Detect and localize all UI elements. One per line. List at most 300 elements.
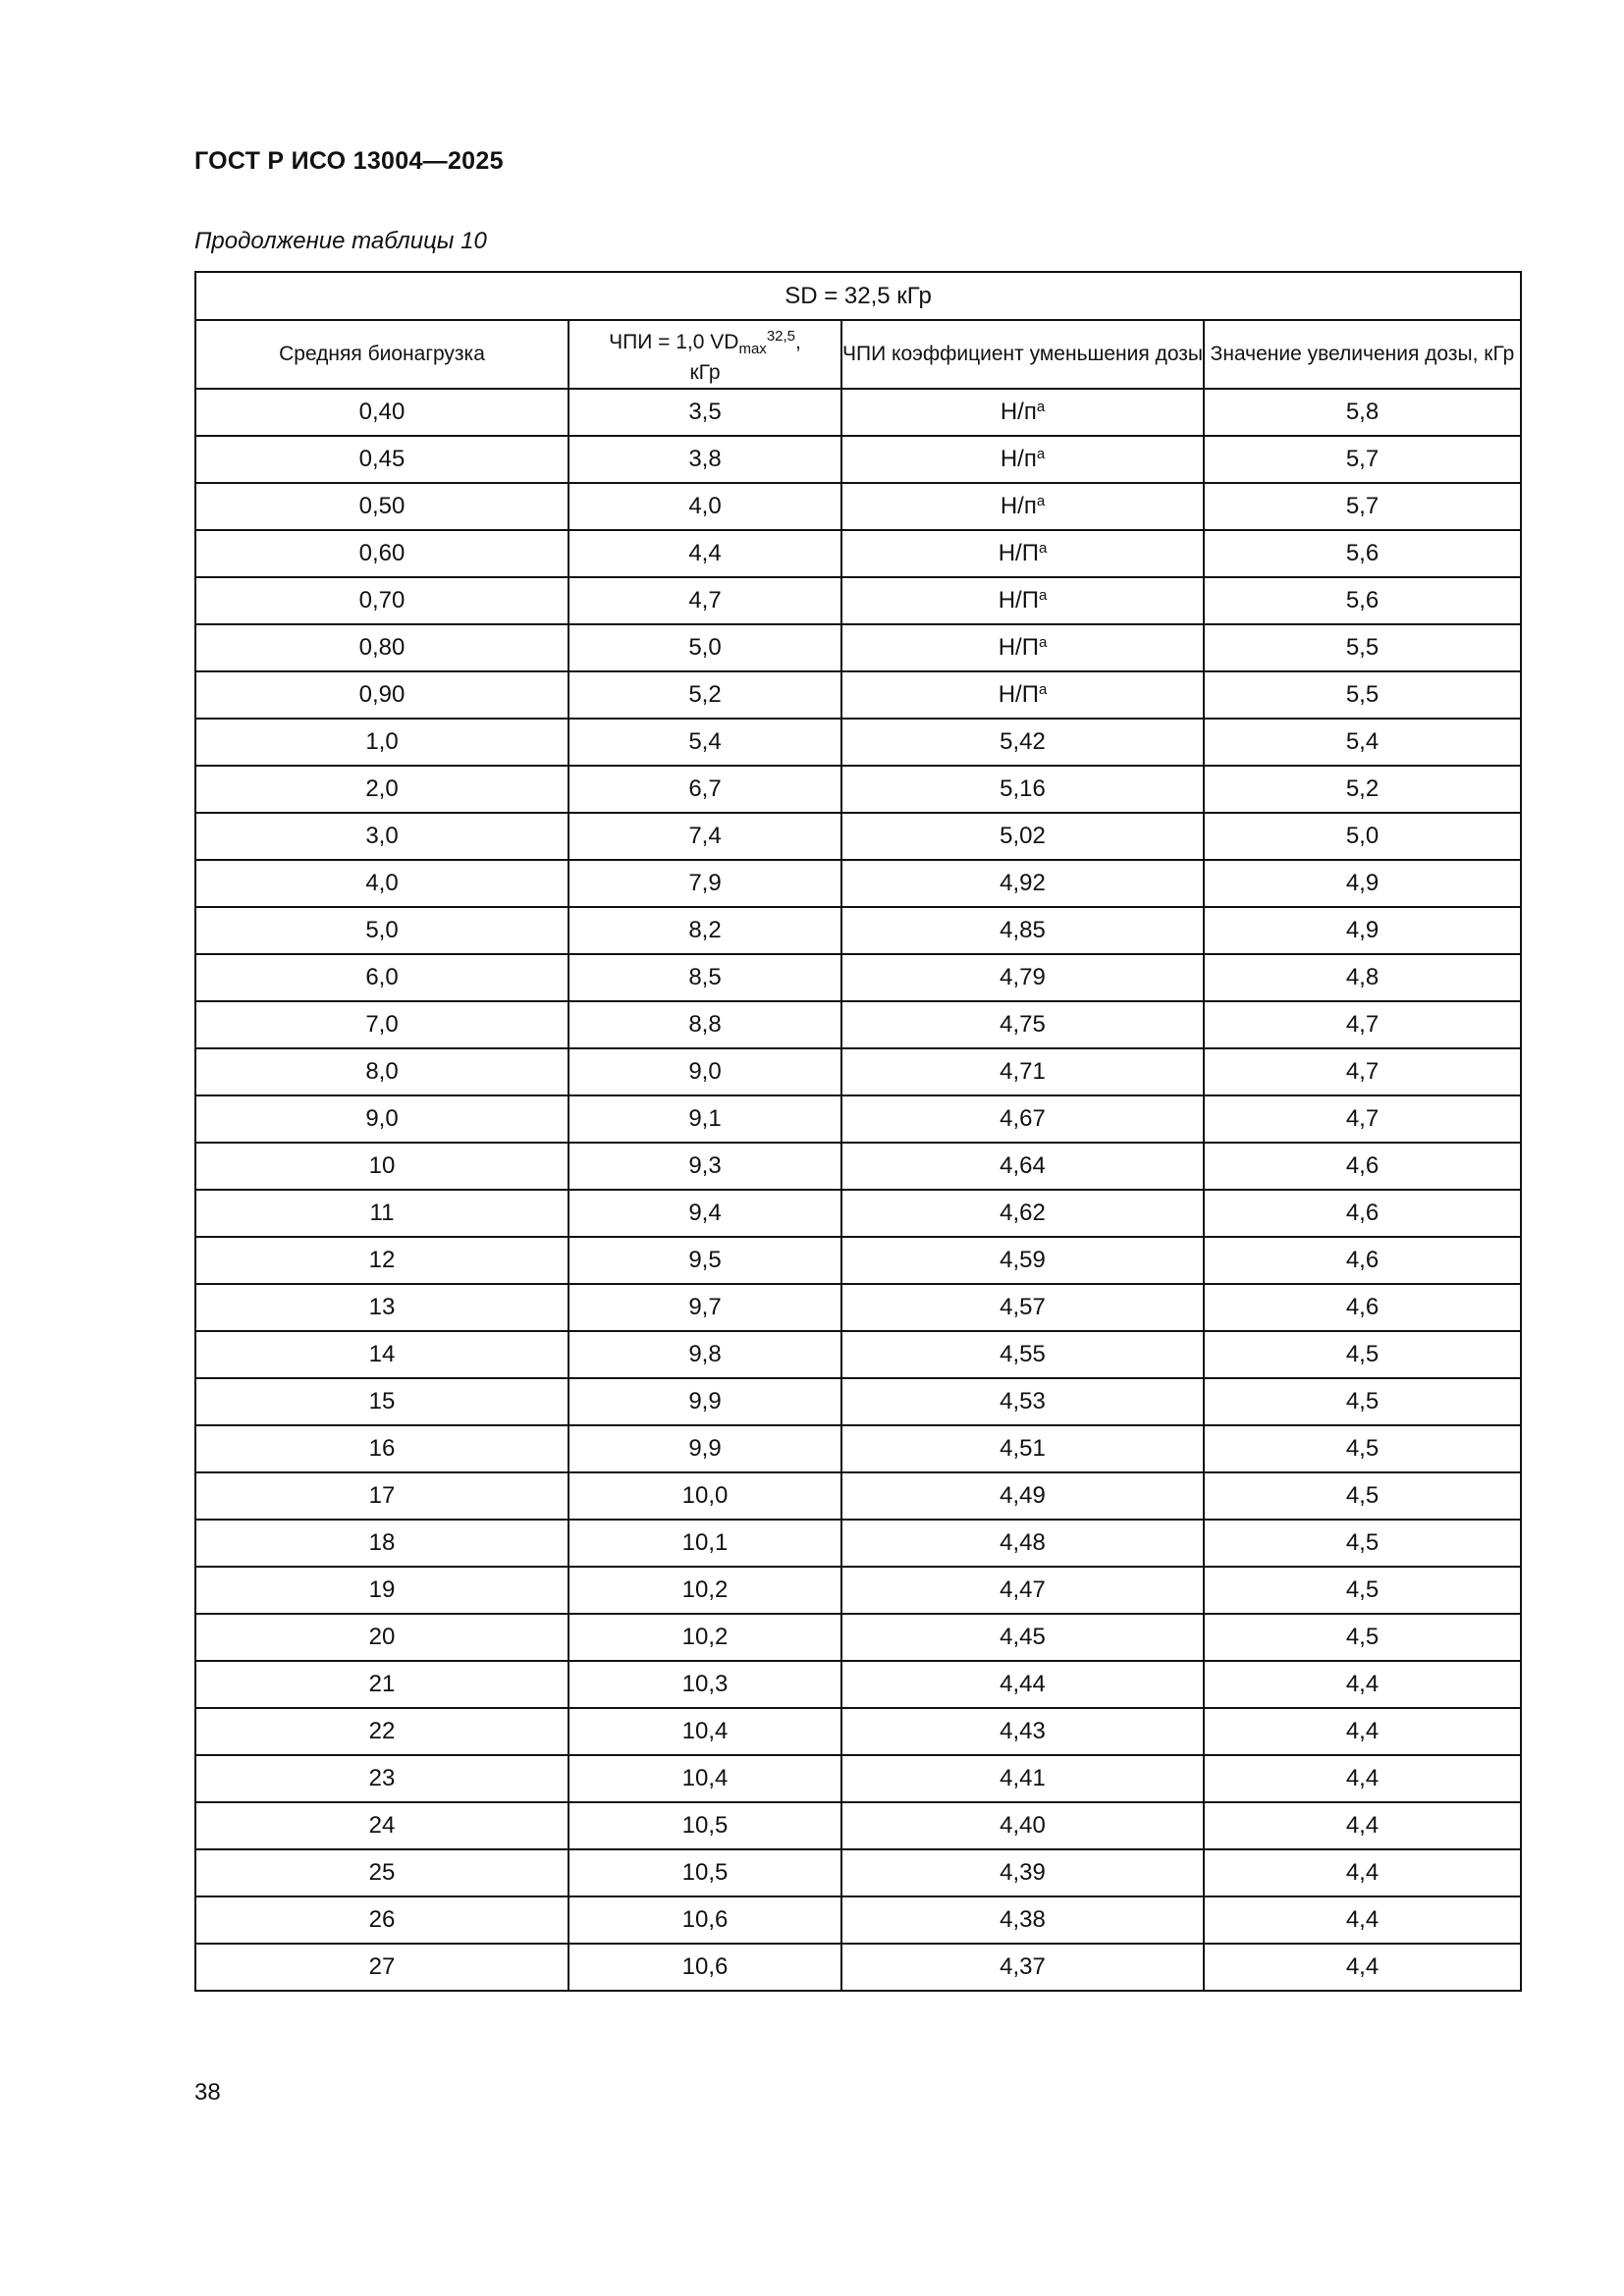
cell-dose-increase-value: 4,6 bbox=[1345, 1247, 1380, 1273]
cell-bioburden bbox=[195, 954, 568, 1001]
cell-reduction-factor-value: 4,44 bbox=[1000, 1671, 1046, 1697]
cell-bioburden bbox=[195, 671, 568, 719]
cell-dose-increase-value: 4,5 bbox=[1345, 1388, 1380, 1415]
cell-reduction-factor-value: 4,41 bbox=[1000, 1765, 1046, 1791]
cell-reduction-factor bbox=[841, 1331, 1204, 1378]
cell-dose-increase bbox=[1204, 1896, 1521, 1944]
cell-bioburden-value: 14 bbox=[368, 1341, 396, 1367]
table-row bbox=[195, 1520, 1521, 1567]
cell-reduction-factor bbox=[841, 1095, 1204, 1143]
cell-vd-value: 9,4 bbox=[688, 1200, 722, 1226]
table-caption: Продолжение таблицы 10 bbox=[194, 228, 487, 254]
header-dose-increase: Значение увеличения дозы, кГр bbox=[1204, 320, 1521, 389]
cell-bioburden-value: 3,0 bbox=[365, 823, 399, 849]
cell-bioburden-value: 19 bbox=[368, 1576, 396, 1603]
cell-vd bbox=[568, 624, 841, 671]
cell-vd-value: 9,9 bbox=[688, 1388, 722, 1415]
cell-bioburden bbox=[195, 1567, 568, 1614]
cell-vd-value: 5,2 bbox=[688, 681, 722, 708]
cell-vd bbox=[568, 671, 841, 719]
cell-bioburden-value: 18 bbox=[368, 1529, 396, 1556]
table-row bbox=[195, 1237, 1521, 1284]
cell-dose-increase bbox=[1204, 1944, 1521, 1991]
cell-bioburden-value: 26 bbox=[368, 1906, 396, 1933]
table-row bbox=[195, 1190, 1521, 1237]
cell-vd-value: 4,4 bbox=[688, 540, 722, 566]
cell-reduction-factor-value: 4,37 bbox=[1000, 1953, 1046, 1980]
cell-bioburden bbox=[195, 1095, 568, 1143]
cell-bioburden bbox=[195, 1472, 568, 1520]
cell-reduction-factor bbox=[841, 1944, 1204, 1991]
cell-bioburden bbox=[195, 1190, 568, 1237]
cell-vd bbox=[568, 1190, 841, 1237]
cell-reduction-factor-value: 4,62 bbox=[1000, 1200, 1046, 1226]
cell-reduction-factor-value: 5,16 bbox=[1000, 775, 1046, 802]
table-row bbox=[195, 1378, 1521, 1425]
cell-dose-increase-value: 4,8 bbox=[1345, 964, 1380, 990]
cell-reduction-factor-value: 4,39 bbox=[1000, 1859, 1046, 1886]
cell-reduction-factor bbox=[841, 671, 1204, 719]
cell-vd-value: 10,4 bbox=[681, 1765, 729, 1791]
cell-dose-increase-value: 5,6 bbox=[1345, 587, 1380, 614]
cell-dose-increase bbox=[1204, 1661, 1521, 1708]
cell-reduction-factor bbox=[841, 1378, 1204, 1425]
cell-vd-value: 10,6 bbox=[681, 1906, 729, 1933]
cell-vd bbox=[568, 1567, 841, 1614]
cell-bioburden bbox=[195, 1708, 568, 1755]
cell-bioburden bbox=[195, 719, 568, 766]
table-row bbox=[195, 1944, 1521, 1991]
cell-bioburden-value: 7,0 bbox=[365, 1011, 399, 1038]
cell-dose-increase-value: 4,6 bbox=[1345, 1200, 1380, 1226]
table-row bbox=[195, 1425, 1521, 1472]
cell-reduction-factor-value: 4,67 bbox=[1000, 1105, 1046, 1132]
cell-bioburden-value: 25 bbox=[368, 1859, 396, 1886]
cell-bioburden-value: 11 bbox=[369, 1200, 395, 1226]
cell-reduction-factor bbox=[841, 719, 1204, 766]
cell-dose-increase-value: 4,4 bbox=[1345, 1906, 1380, 1933]
cell-reduction-factor bbox=[841, 577, 1204, 624]
cell-reduction-factor bbox=[841, 1567, 1204, 1614]
header-vd-superscript: 32,5 bbox=[766, 327, 796, 345]
cell-bioburden-value: 20 bbox=[368, 1624, 396, 1650]
cell-vd-value: 10,2 bbox=[681, 1576, 729, 1603]
cell-bioburden bbox=[195, 1849, 568, 1896]
cell-bioburden-value: 2,0 bbox=[365, 775, 399, 802]
cell-reduction-factor-value: 5,02 bbox=[1000, 823, 1046, 849]
cell-reduction-factor bbox=[841, 1284, 1204, 1331]
table-row bbox=[195, 1755, 1521, 1802]
cell-bioburden bbox=[195, 860, 568, 907]
cell-dose-increase-value: 4,4 bbox=[1345, 1718, 1380, 1744]
cell-bioburden bbox=[195, 624, 568, 671]
cell-dose-increase-value: 5,7 bbox=[1345, 493, 1380, 519]
cell-dose-increase bbox=[1204, 1425, 1521, 1472]
table-row bbox=[195, 860, 1521, 907]
cell-reduction-factor-value: 5,42 bbox=[1000, 728, 1046, 755]
cell-reduction-factor bbox=[841, 766, 1204, 813]
cell-reduction-factor-value: 4,92 bbox=[1000, 870, 1046, 896]
cell-reduction-factor-value: 4,40 bbox=[1000, 1812, 1046, 1839]
cell-reduction-factor-value: 4,53 bbox=[1000, 1388, 1046, 1415]
cell-reduction-factor bbox=[841, 1001, 1204, 1048]
cell-vd bbox=[568, 860, 841, 907]
cell-dose-increase bbox=[1204, 954, 1521, 1001]
cell-reduction-factor bbox=[841, 954, 1204, 1001]
cell-dose-increase bbox=[1204, 1048, 1521, 1095]
cell-dose-increase bbox=[1204, 671, 1521, 719]
cell-reduction-factor-value: 4,49 bbox=[1000, 1482, 1046, 1509]
cell-reduction-factor-value: 4,57 bbox=[1000, 1294, 1046, 1320]
document-header: ГОСТ Р ИСО 13004—2025 bbox=[194, 147, 504, 175]
table-row bbox=[195, 577, 1521, 624]
table-row bbox=[195, 671, 1521, 719]
cell-reduction-factor-value: Н/П bbox=[998, 634, 1039, 661]
table-row bbox=[195, 813, 1521, 860]
cell-reduction-factor-value: 4,38 bbox=[1000, 1906, 1046, 1933]
cell-reduction-factor bbox=[841, 860, 1204, 907]
cell-dose-increase bbox=[1204, 624, 1521, 671]
cell-reduction-factor bbox=[841, 530, 1204, 577]
cell-reduction-factor bbox=[841, 1425, 1204, 1472]
cell-vd bbox=[568, 389, 841, 436]
cell-vd bbox=[568, 813, 841, 860]
cell-bioburden bbox=[195, 907, 568, 954]
cell-vd bbox=[568, 577, 841, 624]
cell-dose-increase-value: 4,4 bbox=[1345, 1671, 1380, 1697]
cell-dose-increase bbox=[1204, 1802, 1521, 1849]
cell-bioburden-value: 13 bbox=[368, 1294, 396, 1320]
cell-dose-increase-value: 4,4 bbox=[1345, 1765, 1380, 1791]
cell-vd-value: 8,2 bbox=[688, 917, 722, 943]
table-row bbox=[195, 719, 1521, 766]
cell-reduction-factor-value: 4,45 bbox=[1000, 1624, 1046, 1650]
cell-vd-value: 10,3 bbox=[681, 1671, 729, 1697]
cell-vd-value: 10,5 bbox=[681, 1859, 729, 1886]
cell-reduction-factor-value: Н/П bbox=[998, 681, 1039, 708]
cell-reduction-factor-value: Н/П bbox=[998, 540, 1039, 566]
table-row bbox=[195, 1472, 1521, 1520]
header-reduction-factor: ЧПИ коэффициент уменьшения дозы bbox=[841, 320, 1204, 389]
table-row bbox=[195, 954, 1521, 1001]
cell-dose-increase-value: 4,7 bbox=[1345, 1105, 1380, 1132]
cell-bioburden bbox=[195, 1143, 568, 1190]
cell-vd bbox=[568, 1425, 841, 1472]
data-table bbox=[194, 271, 1522, 1992]
cell-bioburden bbox=[195, 1284, 568, 1331]
cell-bioburden-value: 15 bbox=[368, 1388, 396, 1415]
cell-reduction-factor bbox=[841, 1661, 1204, 1708]
header-vd-comma: , bbox=[795, 330, 801, 353]
table-row bbox=[195, 907, 1521, 954]
cell-reduction-factor bbox=[841, 1708, 1204, 1755]
cell-bioburden bbox=[195, 1614, 568, 1661]
footnote-marker: a bbox=[1038, 540, 1048, 557]
cell-dose-increase bbox=[1204, 389, 1521, 436]
cell-dose-increase-value: 4,5 bbox=[1345, 1482, 1380, 1509]
cell-vd bbox=[568, 766, 841, 813]
cell-vd bbox=[568, 1143, 841, 1190]
table-row bbox=[195, 1095, 1521, 1143]
cell-vd-value: 9,9 bbox=[688, 1435, 722, 1462]
cell-vd-value: 3,5 bbox=[688, 399, 722, 425]
header-bioburden: Средняя бионагрузка bbox=[195, 320, 568, 389]
cell-vd-value: 8,5 bbox=[688, 964, 722, 990]
cell-vd-value: 8,8 bbox=[688, 1011, 722, 1038]
cell-bioburden-value: 4,0 bbox=[365, 870, 399, 896]
table-row bbox=[195, 1708, 1521, 1755]
cell-vd-value: 10,4 bbox=[681, 1718, 729, 1744]
table-row bbox=[195, 1284, 1521, 1331]
cell-dose-increase bbox=[1204, 1472, 1521, 1520]
table-row bbox=[195, 436, 1521, 483]
cell-bioburden-value: 6,0 bbox=[365, 964, 399, 990]
cell-vd bbox=[568, 1331, 841, 1378]
cell-bioburden bbox=[195, 1661, 568, 1708]
cell-reduction-factor bbox=[841, 1849, 1204, 1896]
cell-reduction-factor bbox=[841, 483, 1204, 530]
cell-reduction-factor bbox=[841, 436, 1204, 483]
cell-reduction-factor bbox=[841, 1143, 1204, 1190]
cell-dose-increase-value: 5,8 bbox=[1345, 399, 1380, 425]
cell-reduction-factor bbox=[841, 1802, 1204, 1849]
cell-dose-increase-value: 5,2 bbox=[1345, 775, 1380, 802]
cell-bioburden-value: 10 bbox=[368, 1152, 396, 1179]
cell-vd-value: 4,7 bbox=[688, 587, 722, 614]
cell-reduction-factor-value: 4,43 bbox=[1000, 1718, 1046, 1744]
table-row bbox=[195, 1896, 1521, 1944]
cell-reduction-factor bbox=[841, 1755, 1204, 1802]
table-row bbox=[195, 1048, 1521, 1095]
cell-dose-increase-value: 4,5 bbox=[1345, 1341, 1380, 1367]
cell-dose-increase-value: 5,5 bbox=[1345, 681, 1380, 708]
cell-vd bbox=[568, 1708, 841, 1755]
cell-vd-value: 3,8 bbox=[688, 446, 722, 472]
cell-dose-increase bbox=[1204, 483, 1521, 530]
cell-reduction-factor bbox=[841, 907, 1204, 954]
cell-vd bbox=[568, 1520, 841, 1567]
cell-reduction-factor bbox=[841, 1190, 1204, 1237]
cell-reduction-factor bbox=[841, 1614, 1204, 1661]
cell-dose-increase-value: 4,7 bbox=[1345, 1058, 1380, 1085]
table-row bbox=[195, 389, 1521, 436]
cell-vd bbox=[568, 907, 841, 954]
cell-bioburden bbox=[195, 1331, 568, 1378]
cell-dose-increase bbox=[1204, 1331, 1521, 1378]
cell-dose-increase bbox=[1204, 1143, 1521, 1190]
cell-vd-value: 9,0 bbox=[688, 1058, 722, 1085]
cell-bioburden-value: 27 bbox=[368, 1953, 396, 1980]
cell-bioburden bbox=[195, 1378, 568, 1425]
cell-vd bbox=[568, 954, 841, 1001]
cell-dose-increase-value: 5,5 bbox=[1345, 634, 1380, 661]
cell-reduction-factor-value: 4,79 bbox=[1000, 964, 1046, 990]
cell-reduction-factor-value: 4,47 bbox=[1000, 1576, 1046, 1603]
cell-reduction-factor bbox=[841, 389, 1204, 436]
cell-vd-value: 7,9 bbox=[688, 870, 722, 896]
cell-dose-increase bbox=[1204, 1378, 1521, 1425]
cell-vd-value: 6,7 bbox=[688, 775, 722, 802]
cell-reduction-factor-value: Н/п bbox=[1000, 446, 1037, 472]
cell-vd bbox=[568, 1378, 841, 1425]
cell-dose-increase bbox=[1204, 1001, 1521, 1048]
cell-vd-value: 9,3 bbox=[688, 1152, 722, 1179]
cell-bioburden-value: 9,0 bbox=[365, 1105, 399, 1132]
cell-dose-increase bbox=[1204, 1567, 1521, 1614]
cell-dose-increase-value: 4,4 bbox=[1345, 1859, 1380, 1886]
cell-dose-increase-value: 4,6 bbox=[1345, 1152, 1380, 1179]
cell-vd bbox=[568, 1944, 841, 1991]
cell-vd-value: 4,0 bbox=[688, 493, 722, 519]
cell-reduction-factor-value: 4,75 bbox=[1000, 1011, 1046, 1038]
table-row bbox=[195, 530, 1521, 577]
cell-dose-increase-value: 4,5 bbox=[1345, 1624, 1380, 1650]
footnote-marker: a bbox=[1036, 446, 1046, 462]
cell-bioburden bbox=[195, 1425, 568, 1472]
cell-dose-increase-value: 4,5 bbox=[1345, 1576, 1380, 1603]
cell-dose-increase bbox=[1204, 1095, 1521, 1143]
cell-vd bbox=[568, 1048, 841, 1095]
cell-bioburden-value: 0,45 bbox=[358, 446, 406, 472]
cell-reduction-factor-value: 4,71 bbox=[1000, 1058, 1046, 1085]
header-vd-unit: кГр bbox=[689, 360, 721, 384]
cell-dose-increase-value: 4,5 bbox=[1345, 1435, 1380, 1462]
cell-vd-value: 7,4 bbox=[688, 823, 722, 849]
cell-vd-value: 10,1 bbox=[681, 1529, 729, 1556]
cell-dose-increase bbox=[1204, 1708, 1521, 1755]
table-row bbox=[195, 766, 1521, 813]
cell-reduction-factor bbox=[841, 1896, 1204, 1944]
footnote-marker: a bbox=[1036, 399, 1046, 415]
cell-reduction-factor bbox=[841, 1237, 1204, 1284]
cell-dose-increase bbox=[1204, 1284, 1521, 1331]
cell-dose-increase bbox=[1204, 436, 1521, 483]
table-row bbox=[195, 1567, 1521, 1614]
cell-vd-value: 5,4 bbox=[688, 728, 722, 755]
cell-dose-increase-value: 4,9 bbox=[1345, 870, 1380, 896]
cell-dose-increase bbox=[1204, 1849, 1521, 1896]
cell-reduction-factor bbox=[841, 624, 1204, 671]
cell-reduction-factor-value: 4,64 bbox=[1000, 1152, 1046, 1179]
cell-bioburden bbox=[195, 1802, 568, 1849]
cell-dose-increase-value: 4,4 bbox=[1345, 1812, 1380, 1839]
cell-reduction-factor bbox=[841, 1472, 1204, 1520]
cell-bioburden bbox=[195, 1237, 568, 1284]
cell-bioburden-value: 21 bbox=[368, 1671, 396, 1697]
cell-vd bbox=[568, 1284, 841, 1331]
cell-vd bbox=[568, 1849, 841, 1896]
page-number: 38 bbox=[194, 2079, 221, 2106]
table-row bbox=[195, 1143, 1521, 1190]
cell-dose-increase bbox=[1204, 719, 1521, 766]
cell-vd bbox=[568, 1237, 841, 1284]
cell-bioburden bbox=[195, 436, 568, 483]
cell-dose-increase-value: 5,0 bbox=[1345, 823, 1380, 849]
cell-bioburden-value: 17 bbox=[368, 1482, 396, 1509]
cell-dose-increase bbox=[1204, 1190, 1521, 1237]
header-vd bbox=[568, 320, 841, 389]
cell-vd bbox=[568, 1614, 841, 1661]
cell-dose-increase bbox=[1204, 766, 1521, 813]
table-row bbox=[195, 1849, 1521, 1896]
cell-reduction-factor-value: Н/п bbox=[1000, 493, 1037, 519]
header-vd-prefix: ЧПИ = 1,0 VD bbox=[609, 330, 739, 353]
table-title: SD = 32,5 кГр bbox=[195, 272, 1521, 320]
table-body bbox=[195, 389, 1521, 1991]
cell-bioburden bbox=[195, 1048, 568, 1095]
cell-dose-increase bbox=[1204, 813, 1521, 860]
cell-dose-increase bbox=[1204, 907, 1521, 954]
cell-dose-increase bbox=[1204, 530, 1521, 577]
table-row bbox=[195, 1614, 1521, 1661]
cell-dose-increase bbox=[1204, 860, 1521, 907]
cell-bioburden-value: 8,0 bbox=[365, 1058, 399, 1085]
cell-vd bbox=[568, 1001, 841, 1048]
table-row bbox=[195, 1001, 1521, 1048]
cell-reduction-factor-value: 4,59 bbox=[1000, 1247, 1046, 1273]
cell-dose-increase-value: 5,7 bbox=[1345, 446, 1380, 472]
cell-vd bbox=[568, 436, 841, 483]
cell-dose-increase bbox=[1204, 1520, 1521, 1567]
cell-bioburden-value: 0,70 bbox=[358, 587, 406, 614]
cell-reduction-factor-value: 4,51 bbox=[1000, 1435, 1046, 1462]
table-row bbox=[195, 1802, 1521, 1849]
cell-vd bbox=[568, 1802, 841, 1849]
cell-bioburden-value: 1,0 bbox=[365, 728, 399, 755]
cell-reduction-factor bbox=[841, 813, 1204, 860]
cell-bioburden bbox=[195, 1755, 568, 1802]
cell-bioburden-value: 23 bbox=[368, 1765, 396, 1791]
cell-vd-value: 9,5 bbox=[688, 1247, 722, 1273]
cell-vd bbox=[568, 719, 841, 766]
cell-bioburden-value: 0,90 bbox=[358, 681, 406, 708]
cell-vd-value: 9,1 bbox=[688, 1105, 722, 1132]
cell-bioburden bbox=[195, 530, 568, 577]
cell-dose-increase-value: 5,6 bbox=[1345, 540, 1380, 566]
cell-bioburden-value: 16 bbox=[368, 1435, 396, 1462]
cell-vd bbox=[568, 530, 841, 577]
cell-bioburden bbox=[195, 1944, 568, 1991]
cell-bioburden bbox=[195, 766, 568, 813]
cell-bioburden bbox=[195, 1896, 568, 1944]
cell-dose-increase-value: 4,6 bbox=[1345, 1294, 1380, 1320]
cell-reduction-factor bbox=[841, 1048, 1204, 1095]
cell-vd-value: 10,6 bbox=[681, 1953, 729, 1980]
footnote-marker: a bbox=[1038, 587, 1048, 604]
cell-bioburden bbox=[195, 1520, 568, 1567]
footnote-marker: a bbox=[1036, 493, 1046, 509]
cell-bioburden bbox=[195, 813, 568, 860]
cell-vd bbox=[568, 1472, 841, 1520]
cell-bioburden-value: 0,40 bbox=[358, 399, 406, 425]
cell-vd-value: 10,0 bbox=[681, 1482, 729, 1509]
cell-reduction-factor-value: 4,55 bbox=[1000, 1341, 1046, 1367]
cell-bioburden-value: 12 bbox=[368, 1247, 396, 1273]
header-vd-subscript: max bbox=[738, 340, 767, 357]
cell-bioburden-value: 22 bbox=[368, 1718, 396, 1744]
cell-dose-increase bbox=[1204, 1614, 1521, 1661]
cell-dose-increase-value: 4,7 bbox=[1345, 1011, 1380, 1038]
cell-dose-increase-value: 4,5 bbox=[1345, 1529, 1380, 1556]
cell-dose-increase-value: 4,9 bbox=[1345, 917, 1380, 943]
cell-bioburden bbox=[195, 1001, 568, 1048]
cell-bioburden bbox=[195, 577, 568, 624]
footnote-marker: a bbox=[1038, 681, 1048, 698]
cell-vd bbox=[568, 1896, 841, 1944]
cell-vd bbox=[568, 483, 841, 530]
table-row bbox=[195, 483, 1521, 530]
footnote-marker: a bbox=[1038, 634, 1048, 651]
